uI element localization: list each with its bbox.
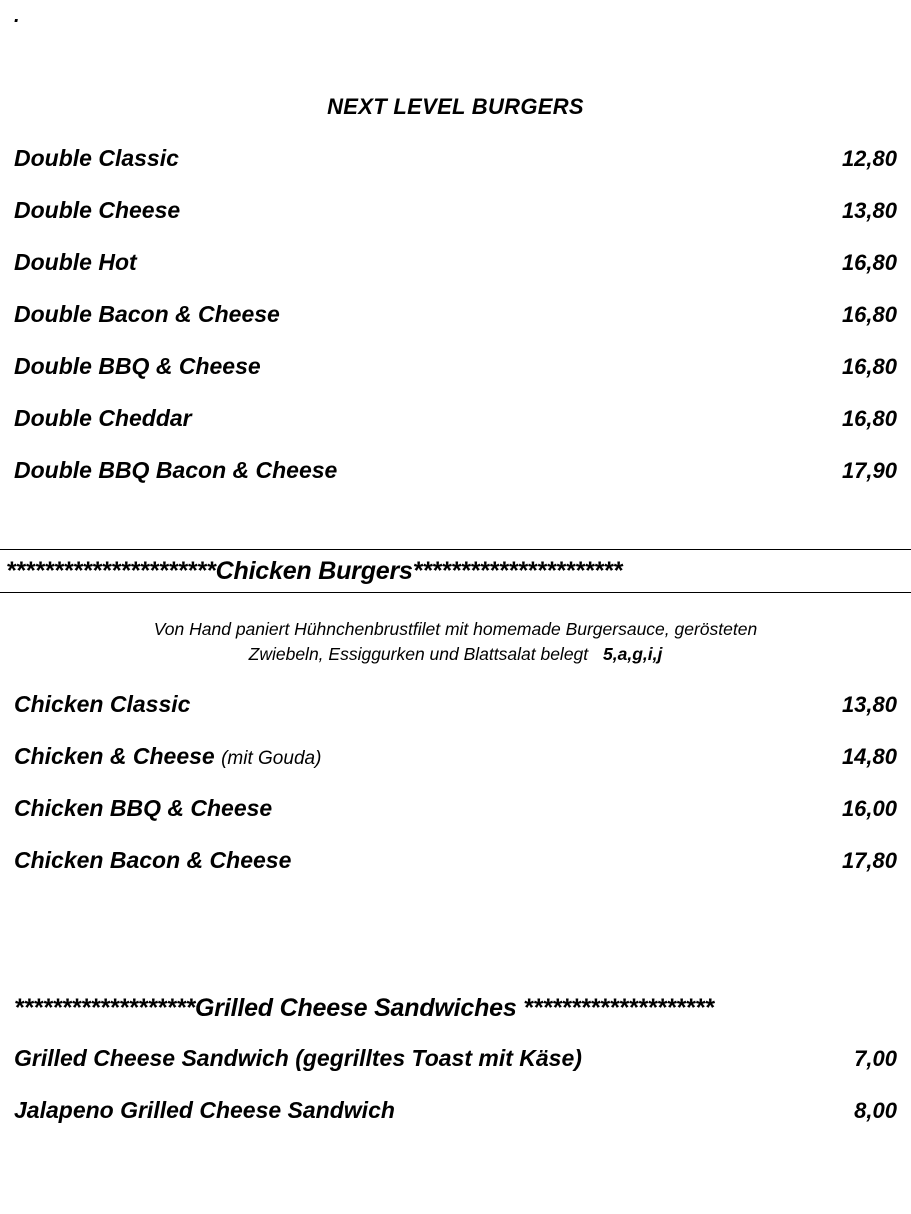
item-price: 17,80 [841,848,897,873]
item-price: 12,80 [841,146,897,171]
description-line-1: Von Hand paniert Hühnchenbrustfilet mit homemade Burgersauce, gerösteten [153,619,758,639]
section-banner-chicken-burgers: **********************Chicken Burgers********************** [6,557,623,585]
item-price: 13,80 [841,198,897,223]
section-chicken-burgers [0,549,911,593]
item-name-note: (mit Gouda) [221,748,322,769]
item-name: Double Cheddar [14,405,192,431]
divider-top [0,549,911,550]
item-price: 13,80 [841,692,897,717]
item-price: 7,00 [854,1046,897,1072]
chicken-description [14,617,897,668]
section-banner-grilled-cheese: *******************Grilled Cheese Sandwiches ******************** [14,994,714,1022]
item-price: 16,00 [841,796,897,821]
leading-mark: . [14,5,20,27]
item-name: Double Classic [14,145,179,171]
item-name-main: Chicken & Cheese [14,743,215,769]
menu-row [14,459,897,482]
menu-row [14,849,897,872]
item-name: Double BBQ & Cheese [14,353,261,379]
item-name [14,745,321,768]
item-name: Grilled Cheese Sandwich (gegrilltes Toast mit Käse) [14,1045,582,1072]
menu-row [14,355,897,378]
item-name: Double BBQ Bacon & Cheese [14,457,338,483]
item-price: 14,80 [841,744,897,769]
menu-row [14,407,897,430]
description-line-2: Zwiebeln, Essiggurken und Blattsalat belegt [248,644,589,665]
menu-row [14,147,897,170]
menu-row [14,251,897,274]
item-name: Chicken Bacon & Cheese [14,847,292,873]
menu-row [14,745,897,768]
section-title-next-level-burgers: NEXT LEVEL BURGERS [327,94,584,119]
item-name: Chicken BBQ & Cheese [14,795,273,821]
menu-row [14,1099,897,1122]
description-line-2-wrapper [14,642,897,667]
item-price: 8,00 [854,1098,897,1124]
item-price: 17,90 [841,458,897,483]
item-price: 16,80 [841,250,897,275]
item-price: 16,80 [841,406,897,431]
menu-row [14,1047,897,1070]
item-price: 16,80 [841,354,897,379]
divider-bottom [0,592,911,593]
item-name: Double Hot [14,249,137,275]
menu-row [14,693,897,716]
menu-row [14,199,897,222]
allergen-codes: 5,a,g,i,j [603,644,663,665]
item-price: 16,80 [841,302,897,327]
item-name: Jalapeno Grilled Cheese Sandwich [14,1097,395,1124]
section-grilled-cheese-sandwiches [14,995,897,1122]
section-next-level-burgers [14,94,897,482]
menu-row [14,797,897,820]
item-name: Double Cheese [14,197,181,223]
menu-row [14,303,897,326]
item-name: Chicken Classic [14,691,191,717]
item-name: Double Bacon & Cheese [14,301,280,327]
chicken-items [14,693,897,872]
